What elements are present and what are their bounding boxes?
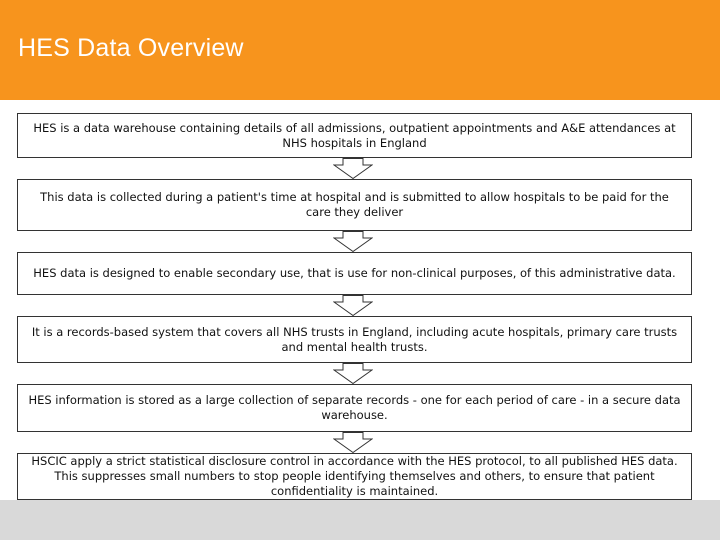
flow-step-text: HES data is designed to enable secondary use, that is use for non-clinical purposes, of this administrative data.: [33, 266, 676, 280]
flow-step-text: It is a records-based system that covers all NHS trusts in England, including acute hospitals, primary care trusts and mental health trusts.: [31, 324, 678, 354]
down-arrow-icon: [333, 231, 373, 252]
flow-step-text: HES is a data warehouse containing details of all admissions, outpatient appointments and A&E attendances at NHS hospitals in England: [33, 120, 676, 150]
down-arrow-icon: [333, 432, 373, 453]
down-arrow-icon: [333, 363, 373, 384]
title-bar: [0, 0, 720, 100]
down-arrow-icon: [333, 158, 373, 179]
flow-step-text: HSCIC apply a strict statistical disclosure control in accordance with the HES protocol, to all published HES data. This suppresses small numbers to stop people identifying themselves and others, to ensure that patient confidentiality is maintained.: [31, 454, 678, 498]
footer-band: [0, 500, 720, 540]
flow-step-5: [17, 384, 692, 432]
flow-step-3: [17, 252, 692, 295]
flow-step-4: [17, 316, 692, 363]
flow-step-text: HES information is stored as a large collection of separate records - one for each period of care - in a secure data warehouse.: [28, 393, 681, 422]
flow-step-text: This data is collected during a patient's time at hospital and is submitted to allow hospitals to be paid for the care they deliver: [40, 190, 669, 219]
flow-step-6: [17, 453, 692, 500]
flow-step-1: [17, 113, 692, 158]
slide-title: HES Data Overview: [18, 34, 244, 62]
down-arrow-icon: [333, 295, 373, 316]
flow-step-2: [17, 179, 692, 231]
